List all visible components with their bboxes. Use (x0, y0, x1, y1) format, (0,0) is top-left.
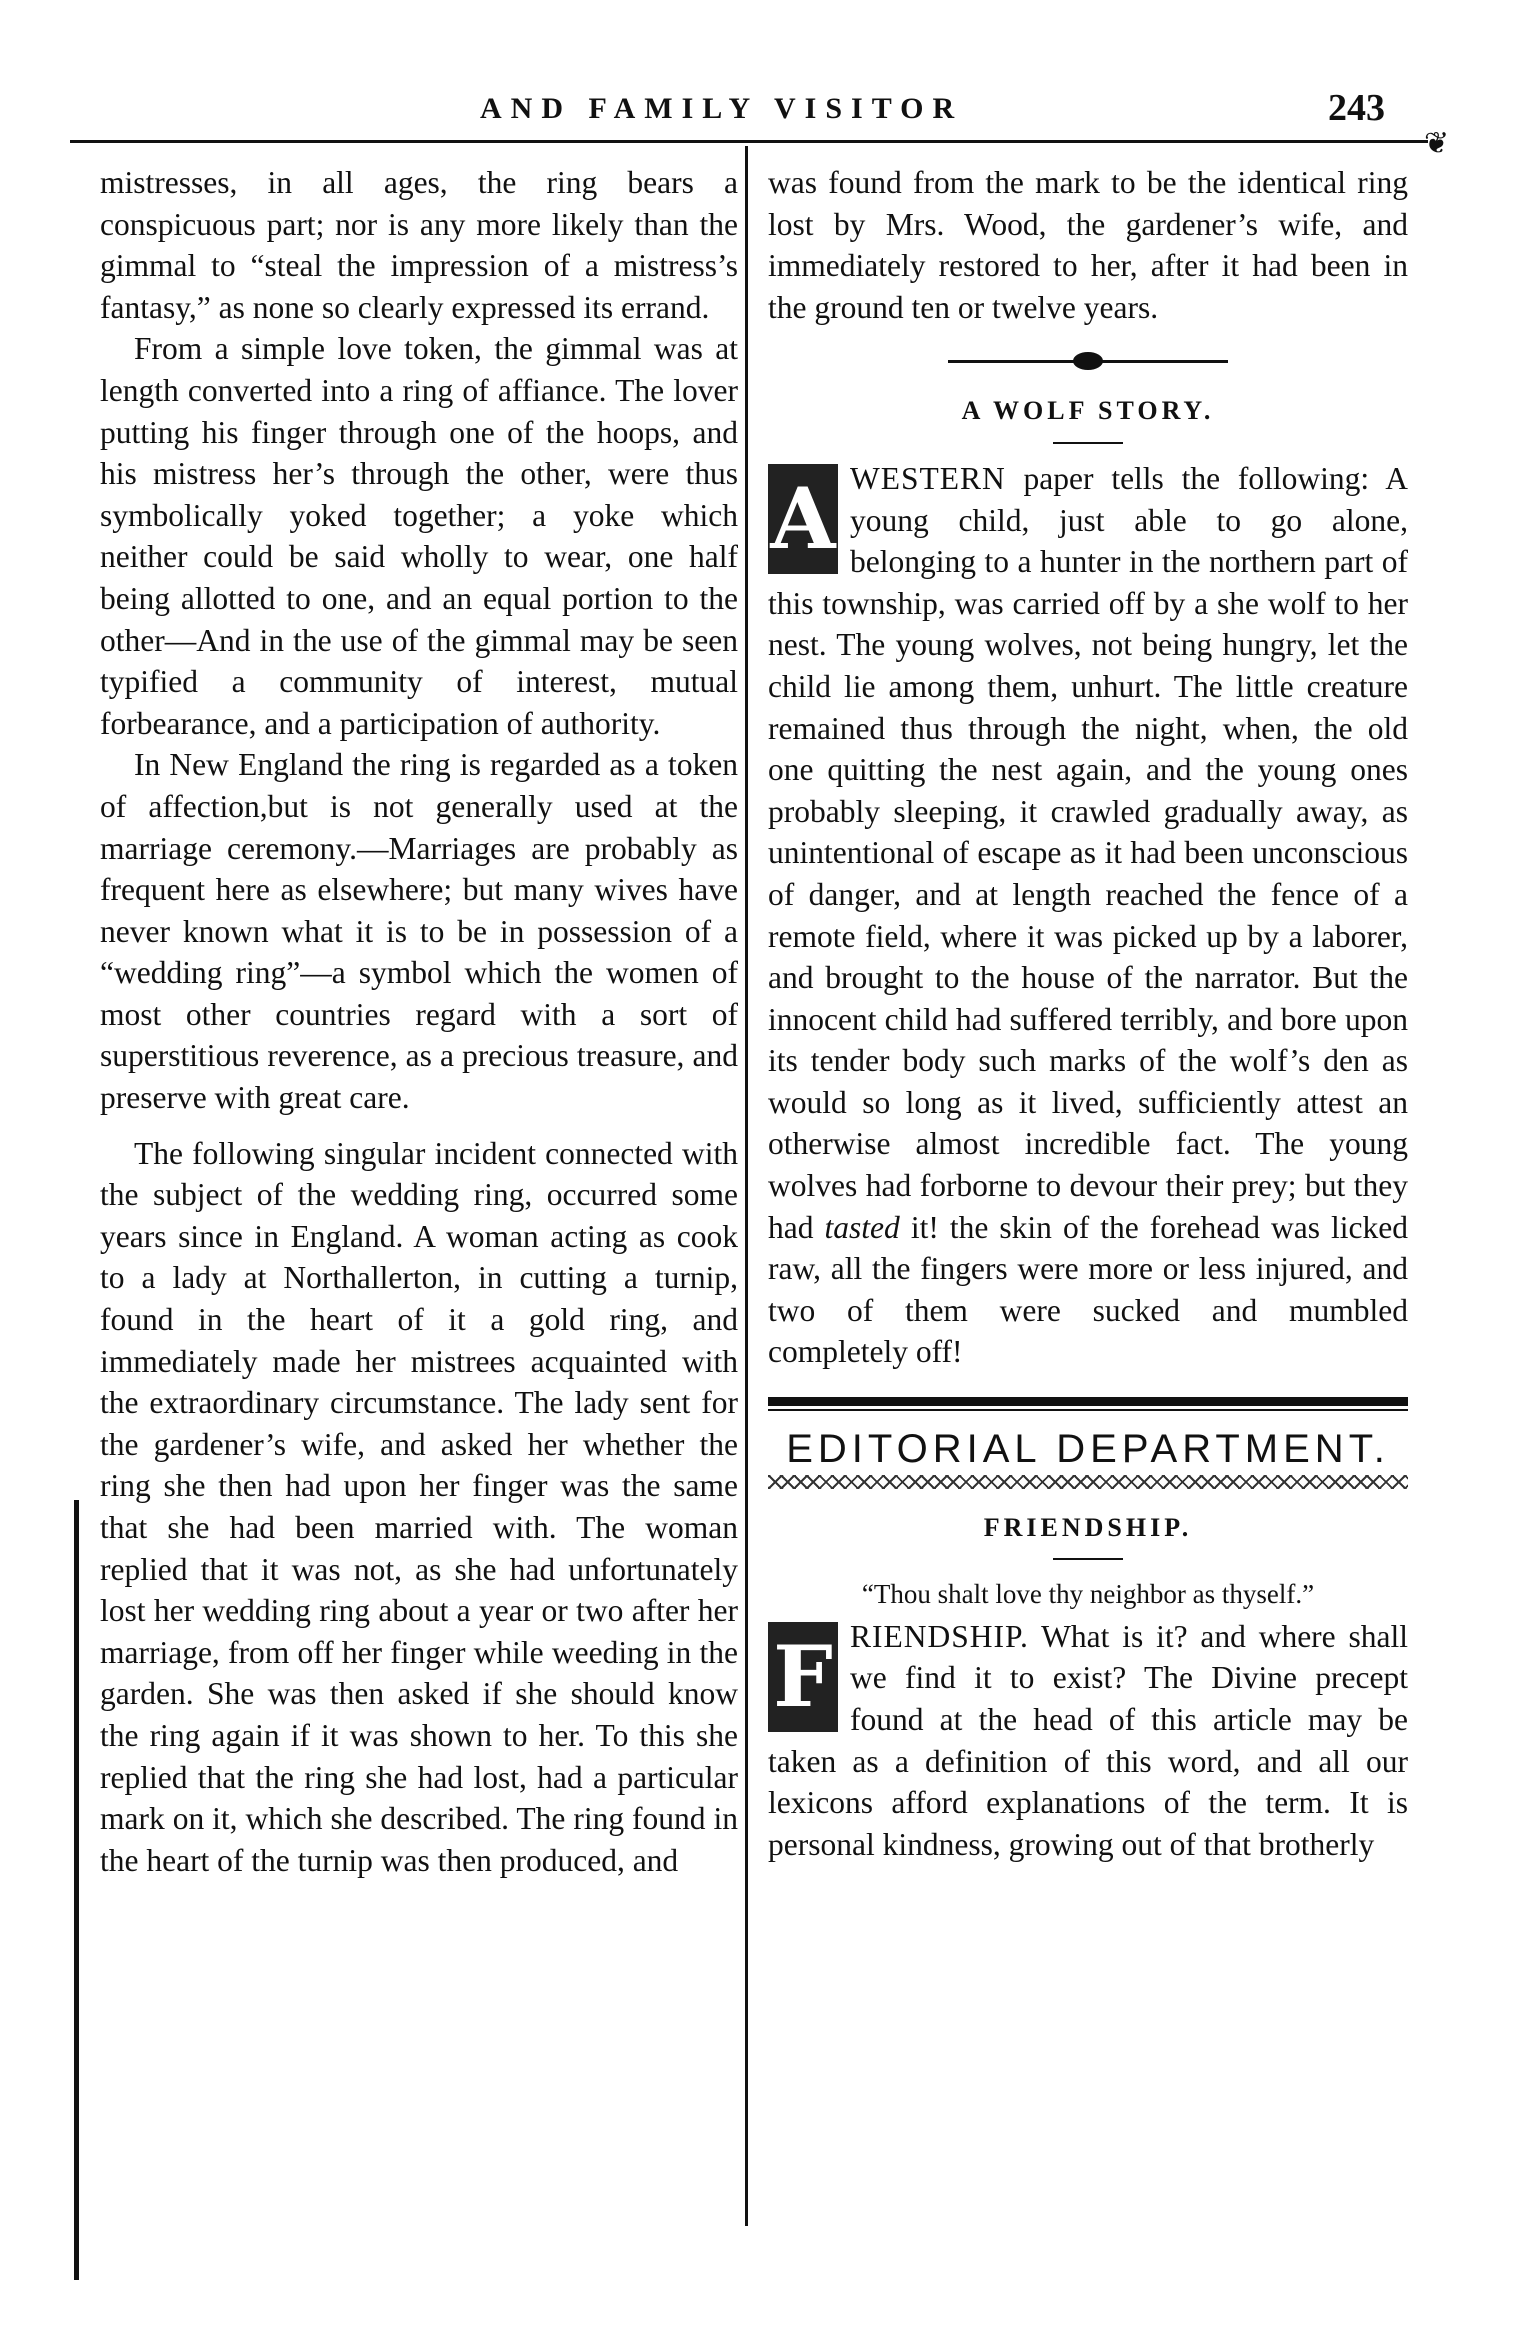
section-divider-ornament (768, 342, 1408, 382)
friendship-text: What is it? and where shall we find it to exist? The Divine precept found at the head of this article may be taken as a definition of this word, and all our lexicons afford explanations of the term. It is personal kindness, growing out of that brotherly (768, 1618, 1408, 1862)
wolf-story-dropcap: A (768, 464, 838, 574)
column-divider (745, 146, 748, 2226)
running-header-title: AND FAMILY VISITOR (480, 92, 964, 125)
wolf-story-title: A WOLF STORY. (961, 396, 1215, 426)
friendship-epigraph: “Thou shalt love thy neighbor as thyself.” (861, 1579, 1315, 1610)
right-column (768, 162, 1408, 1865)
friendship-body (768, 1616, 1408, 1866)
paragraph-new-england: In New England the ring is regarded as a token of affection,but is not generally used at the marriage ceremony.—Marriages are probably as frequent here as elsewhere; but many wives have never known what it is to be in possession of a “wedding ring”—a symbol which the women of most other countries regard with a sort of superstitious reverence, as a precious treasure, and preserve with great care. (100, 747, 738, 1116)
friendship-lead: RIENDSHIP. (850, 1618, 1029, 1654)
editorial-thick-rule (768, 1397, 1408, 1406)
wolf-story-text: paper tells the following: A young child, just able to go alone, belonging to a hunter in the northern part of this township, was carried off by a she wolf to her nest. The young wolves, not being hungry, let the child lie among them, unhurt. The little creature remained thus through the night, when, the old one quitting the nest again, and the young ones probably sleeping, it crawled gradually away, as unintentional of escape as it had been unconscious of danger, and at length reached the fence of a remote field, where it was picked up by a laborer, and brought to the house of the narrator. But the innocent child had suffered terribly, and bore upon its tender body such marks of the wolf’s den as would so long as it lived, sufficiently attest an otherwise almost incredible fact. The young wolves had forborne to devour their prey; but they had (768, 460, 1408, 1245)
wolf-story-text-end: it! the skin of the forehead was licked raw, all the fingers were more or less injured, and two of them were sucked and mumbled completely off! (768, 1209, 1408, 1370)
editorial-department-title: EDITORIAL DEPARTMENT. (786, 1427, 1390, 1472)
wolf-story-lead: WESTERN (850, 460, 1006, 496)
friendship-dropcap: F (768, 1622, 838, 1732)
paragraph-ring-continuation: was found from the mark to be the identical ring lost by Mrs. Wood, the gardener’s wife, and immediately restored to her, after it had been in the ground ten or twelve years. (768, 165, 1408, 325)
divider-dot-icon (1073, 352, 1103, 370)
short-rule (1053, 1558, 1123, 1560)
paragraph-rings-in-history: mistresses, in all ages, the ring bears a conspicuous part; nor is any more likely than the gimmal to “steal the impression of a mistress’s fantasy,” as none so clearly expressed its errand. (100, 165, 738, 325)
paragraph-gimmal-affiance: From a simple love token, the gimmal was at length converted into a ring of affiance. The lover putting his finger through one of the hoops, and his mistress her’s through the other, were thus symbolically yoked together; a yoke which neither could be said wholly to wear, one half being allotted to one, and an equal portion to the other—And in the use of the gimmal may be seen typified a community of interest, mutual forbearance, and a participation of authority. (100, 331, 738, 741)
wavy-rule (768, 1475, 1408, 1489)
wolf-story-body (768, 458, 1408, 1373)
left-column (100, 162, 738, 1881)
header-ornament-icon: ❦ (1424, 127, 1450, 160)
page-number: 243 (1328, 87, 1385, 129)
margin-rule (74, 1500, 79, 2280)
editorial-thin-rule (768, 1409, 1408, 1411)
header-rule (70, 140, 1428, 143)
paragraph-turnip-incident: The following singular incident connected with the subject of the wedding ring, occurred some years since in England. A woman acting as cook to a lady at Northallerton, in cutting a turnip, found in the heart of it a gold ring, and immediately made her mistrees acquainted with the extraordinary circumstance. The lady sent for the gardener’s wife, and asked her whether the ring she then had upon her finger was the same that she had been married with. The woman replied that it was not, as she had unfortunately lost her wedding ring about a year or two after her marriage, from off her finger while weeding in the garden. She was then asked if she should know the ring again if it was shown to her. To this she replied that the ring she had lost, had a particular mark on it, which she described. The ring found in the heart of the turnip was then produced, and (100, 1135, 738, 1878)
wolf-story-italic-word: tasted (824, 1209, 900, 1245)
friendship-title: FRIENDSHIP. (983, 1512, 1193, 1542)
short-rule (1053, 442, 1123, 444)
